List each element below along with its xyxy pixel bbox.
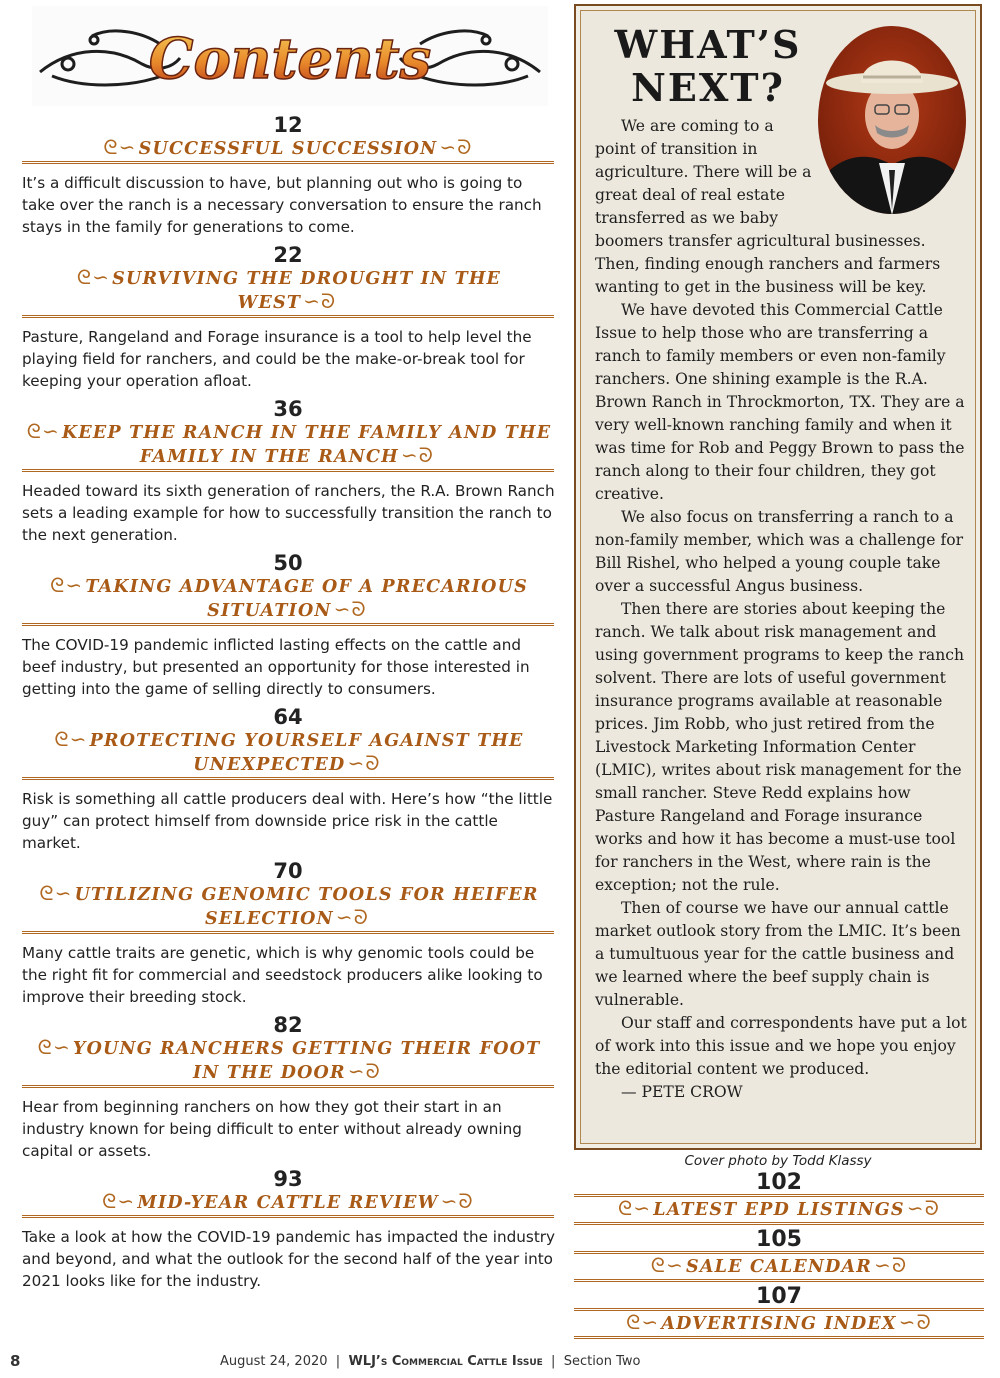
contents-list — [18, 114, 558, 1298]
whats-next-paragraph: Then of course we have our annual cattle market outlook story from the LMIC. It’s been a tumultuous year for the cattle business and we learned where the beef supply chain is vulnerable. — [595, 899, 961, 1009]
entry-title-band — [22, 574, 554, 626]
scroll-right-icon: ∽ᘐ — [906, 1196, 941, 1220]
scroll-left-icon: ᘓ∽ — [76, 265, 111, 289]
entry-description: Headed toward its sixth generation of ranchers, the R.A. Brown Ranch sets a leading example for how to successfully transition the ranch to the next generation. — [22, 482, 555, 544]
scroll-left-icon: ᘓ∽ — [102, 1189, 136, 1213]
entry-page-number: 50 — [273, 551, 303, 575]
contents-entry[interactable] — [18, 1168, 558, 1292]
footer-publication: WLJ’s Commercial Cattle Issue — [348, 1354, 543, 1369]
scroll-right-icon: ∽ᘐ — [347, 1059, 381, 1083]
entry-title[interactable] — [22, 136, 554, 160]
whats-next-inner — [580, 10, 976, 1144]
entry-title-band — [574, 1194, 984, 1225]
entry-page-number: 93 — [273, 1167, 303, 1191]
entry-page-number: 107 — [756, 1284, 802, 1309]
entry-title-text: PROTECTING YOURSELF AGAINST THE UNEXPECTED — [89, 731, 524, 775]
entry-page-number: 64 — [273, 705, 303, 729]
contents-entry[interactable] — [574, 1286, 984, 1339]
entry-page-number: 82 — [273, 1013, 303, 1037]
cover-photo-credit: Cover photo by Todd Klassy — [684, 1153, 872, 1169]
scroll-right-icon: ∽ᘐ — [335, 905, 370, 929]
page-number: 8 — [10, 1352, 21, 1370]
contents-entry[interactable] — [18, 706, 558, 854]
scroll-right-icon: ∽ᘐ — [440, 1189, 474, 1213]
entry-title-text: TAKING ADVANTAGE OF A PRECARIOUS SITUATION — [85, 577, 528, 621]
whats-next-title-line2: NEXT? — [631, 65, 785, 110]
entry-title[interactable] — [22, 1036, 554, 1084]
entry-title[interactable] — [574, 1254, 984, 1278]
scroll-left-icon: ᘓ∽ — [26, 419, 60, 443]
scroll-left-icon: ᘓ∽ — [650, 1253, 684, 1277]
contents-entry[interactable] — [18, 1014, 558, 1162]
scroll-left-icon: ᘓ∽ — [626, 1310, 660, 1334]
contents-entry[interactable] — [18, 244, 558, 392]
entry-description: It’s a difficult discussion to have, but planning out who is going to take over the ranch is a necessary conversation to ensure the ranch stays in the family for generations to come. — [22, 174, 542, 236]
entry-page-number: 70 — [273, 859, 303, 883]
scroll-right-icon: ∽ᘐ — [303, 289, 337, 313]
entry-description: The COVID-19 pandemic inflicted lasting effects on the cattle and beef industry, but presented an opportunity for those interested in getting into the game of selling directly to consumers. — [22, 636, 530, 698]
contents-banner-art — [32, 6, 548, 106]
entry-description: Many cattle traits are genetic, which is why genomic tools could be the right fit for commercial and seedstock producers alike looking to improve their breeding stock. — [22, 944, 543, 1006]
whats-next-signoff: — PETE CROW — [621, 1083, 743, 1101]
more-contents-list — [574, 1172, 984, 1343]
entry-page-number: 36 — [273, 397, 303, 421]
footer-separator: | — [551, 1354, 556, 1369]
footer-date: August 24, 2020 — [220, 1354, 328, 1369]
scroll-left-icon: ᘓ∽ — [54, 727, 88, 751]
contents-entry[interactable] — [574, 1229, 984, 1282]
entry-title-text: SURVIVING THE DROUGHT IN THE WEST — [112, 269, 502, 313]
entry-title[interactable] — [22, 574, 554, 622]
entry-title-text: LATEST EPD LISTINGS — [653, 1200, 905, 1220]
page-footer — [0, 1352, 1000, 1374]
entry-title-band — [574, 1251, 984, 1282]
entry-title[interactable] — [22, 420, 554, 468]
entry-title-text: SALE CALENDAR — [686, 1257, 872, 1277]
entry-title-text: ADVERTISING INDEX — [661, 1314, 897, 1334]
contents-entry[interactable] — [18, 860, 558, 1008]
entry-title-band — [22, 136, 554, 164]
entry-page-number: 105 — [756, 1227, 802, 1252]
scroll-left-icon: ᘓ∽ — [617, 1196, 652, 1220]
whats-next-paragraph: Our staff and correspondents have put a lot of work into this issue and we hope you enjoy the editorial content we produced. — [595, 1014, 967, 1078]
entry-title[interactable] — [22, 266, 554, 314]
entry-title-band — [22, 728, 554, 780]
entry-description: Pasture, Rangeland and Forage insurance is a tool to help level the playing field for ranchers, and could be the make-or-break tool for keeping your operation afloat. — [22, 328, 532, 390]
entry-title[interactable] — [22, 728, 554, 776]
whats-next-body — [595, 115, 973, 1104]
scroll-right-icon: ∽ᘐ — [347, 751, 381, 775]
scroll-left-icon: ᘓ∽ — [103, 135, 137, 159]
entry-title-band — [22, 266, 554, 318]
whats-next-paragraph: We are coming to a point of transition in agriculture. There will be a great deal of real estate transferred as we baby boomers transfer agricultural businesses. Then, finding enough ranchers and farmers wanting to get in the business will be key. — [595, 117, 941, 296]
scroll-right-icon: ∽ᘐ — [874, 1253, 908, 1277]
scroll-right-icon: ∽ᘐ — [898, 1310, 932, 1334]
entry-title-text: UTILIZING GENOMIC TOOLS FOR HEIFER SELECTION — [74, 885, 539, 929]
entry-title[interactable] — [22, 1190, 554, 1214]
whats-next-paragraph: Then there are stories about keeping the ranch. We talk about risk management and using government programs to keep the ranch solvent. There are lots of useful government insurance programs available at reasonable prices. Jim Robb, who just retired from the Livestock Marketing Information Center (LMIC), writes about risk management for the small rancher. Steve Redd explains how Pasture Rangeland and Forage insurance works and how it has become a must-use tool for ranchers in the West, where rain is the exception; not the rule. — [595, 600, 965, 894]
entry-title-band — [22, 882, 554, 934]
scroll-left-icon: ᘓ∽ — [50, 573, 84, 597]
contents-banner — [32, 6, 548, 106]
entry-title-text: MID-YEAR CATTLE REVIEW — [137, 1193, 439, 1213]
whats-next-paragraph: We have devoted this Commercial Cattle Issue to help those who are transferring a ranch to family members or even non-family ranchers. One shining example is the R.A. Brown Ranch in Throckmorton, TX. They are a very well-known ranching family and when it was time for Rob and Peggy Brown to pass the ranch along to their four children, they got creative. — [595, 301, 965, 503]
entry-description: Risk is something all cattle producers deal with. Here’s how “the little guy” can protect himself from downside price risk in the cattle market. — [22, 790, 553, 852]
banner-title: Contents — [148, 26, 432, 92]
whats-next-paragraph: We also focus on transferring a ranch to a non-family member, which was a challenge for Bill Rishel, who helped a young couple take over a successful Angus business. — [595, 508, 964, 595]
contents-entry[interactable] — [18, 398, 558, 546]
footer-section: Section Two — [563, 1354, 641, 1369]
scroll-right-icon: ∽ᘐ — [333, 597, 367, 621]
entry-title-band — [22, 420, 554, 472]
entry-description: Take a look at how the COVID-19 pandemic has impacted the industry and beyond, and what the outlook for the second half of the year into 2021 looks like for the industry. — [22, 1228, 556, 1290]
entry-title-text: KEEP THE RANCH IN THE FAMILY AND THE FAMILY IN THE RANCH — [61, 423, 552, 467]
entry-title[interactable] — [574, 1311, 984, 1335]
scroll-left-icon: ᘓ∽ — [39, 881, 73, 905]
footer-separator: | — [335, 1354, 341, 1369]
whats-next-title-line1: WHAT’S — [614, 22, 802, 67]
entry-description: Hear from beginning ranchers on how they got their start in an industry known for being difficult to enter without already owning capital or assets. — [22, 1098, 522, 1160]
contents-entry[interactable] — [18, 552, 558, 700]
footer-info — [220, 1354, 641, 1369]
entry-page-number: 12 — [273, 113, 303, 137]
entry-title-text: YOUNG RANCHERS GETTING THEIR FOOT IN THE DOOR — [72, 1039, 541, 1083]
scroll-right-icon: ∽ᘐ — [439, 135, 473, 159]
photo-wrap-spacer — [813, 115, 973, 219]
entry-page-number: 22 — [273, 243, 303, 267]
entry-title[interactable] — [22, 882, 554, 930]
entry-title[interactable] — [574, 1197, 984, 1221]
entry-title-band — [574, 1308, 984, 1339]
scroll-right-icon: ∽ᘐ — [400, 443, 435, 467]
whats-next-title — [603, 23, 813, 109]
contents-entry[interactable] — [18, 114, 558, 238]
contents-entry[interactable] — [574, 1172, 984, 1225]
entry-page-number: 102 — [756, 1170, 802, 1195]
whats-next-box — [574, 4, 982, 1150]
entry-title-text: SUCCESSFUL SUCCESSION — [138, 139, 438, 159]
scroll-left-icon: ᘓ∽ — [37, 1035, 71, 1059]
entry-title-band — [22, 1036, 554, 1088]
entry-title-band — [22, 1190, 554, 1218]
